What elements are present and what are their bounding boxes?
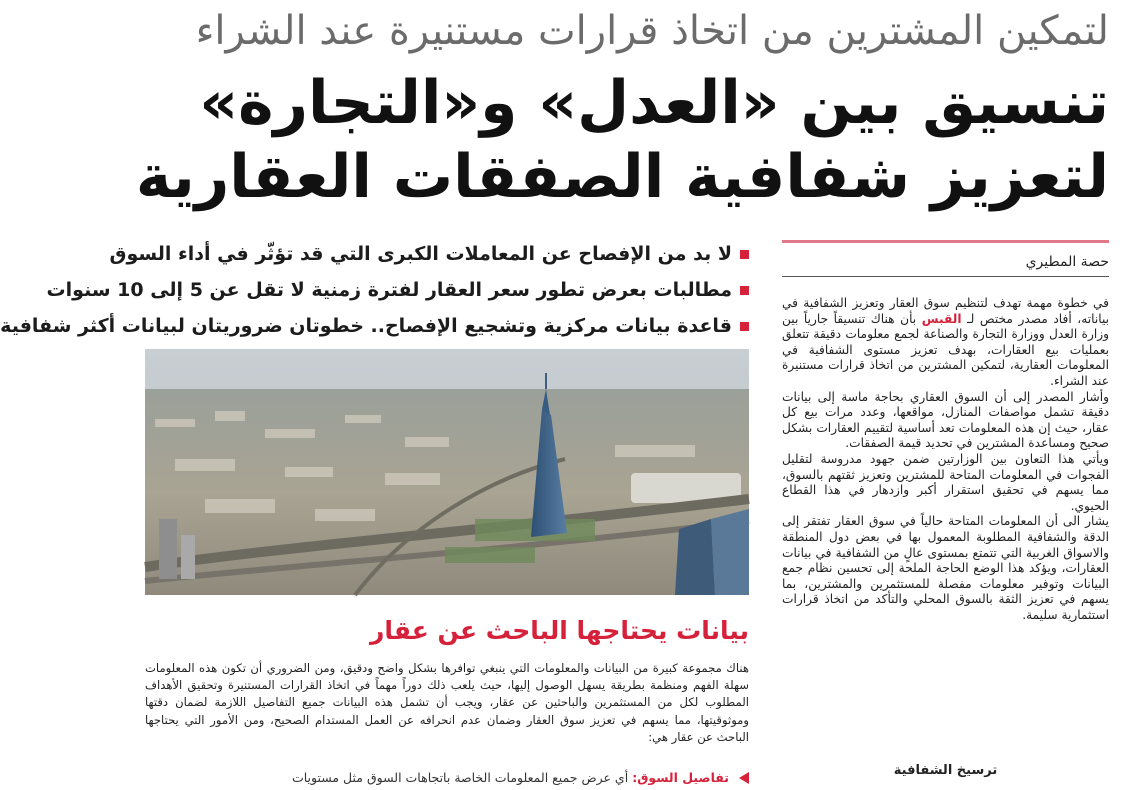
headline-line-1: تنسيق بين «العدل» و«التجارة» <box>199 68 1109 138</box>
bullet-item <box>46 272 749 308</box>
bullet-item <box>109 236 749 272</box>
paragraph-text: في خطوة مهمة تهدف لتنظيم سوق العقار وتعزيز الشفافية في بياناته، أفاد مصدر مختص لـ <box>782 296 1110 326</box>
red-square-icon <box>740 322 749 331</box>
right-paragraph-4: يشار الى أن المعلومات المتاحة حالياً في سوق العقار تفتقر إلى الدقة والشفافية المطلوبة المعمول بها في بعض دول المنطقة والاسواق الغربية التي تتمتع بمستوى عالٍ من الشفافية في بيانات العقارات، ويؤكد هذا الوضع الحاجة الملحة إلى تحسين نظام جمع البيانات وتوفير معلومات مفصلة للمستثمرين والمشترين، بما يسهم في تعزيز الثقة بالسوق المحلي والتأكد من اتخاذ قرارات استثمارية سليمة. <box>782 514 1109 622</box>
right-body-text <box>782 296 1109 623</box>
left-body-text <box>145 660 749 746</box>
red-square-icon <box>740 286 749 295</box>
bullet-text: لا بد من الإفصاح عن المعاملات الكبرى التي قد تؤثّر في أداء السوق <box>109 243 732 265</box>
bullet-text: قاعدة بيانات مركزية وتشجيع الإفصاح.. خطوتان ضروريتان لبيانات أكثر شفافية <box>0 315 732 337</box>
market-details-item <box>145 770 749 785</box>
author-byline: حصة المطيري <box>782 254 1109 277</box>
red-square-icon <box>740 250 749 259</box>
article-headline <box>135 66 1109 214</box>
bullet-text: مطالبات بعرض تطور سعر العقار لفترة زمنية لا تقل عن 5 إلى 10 سنوات <box>46 279 732 301</box>
red-triangle-icon <box>739 772 749 784</box>
section-title: بيانات يحتاجها الباحث عن عقار <box>369 616 749 645</box>
article-kicker: لتمكين المشترين من اتخاذ قرارات مستنيرة عند الشراء <box>195 8 1109 54</box>
column-top-rule <box>782 240 1109 243</box>
newspaper-brand: القبس <box>921 311 962 326</box>
headline-line-2: لتعزيز شفافية الصفقات العقارية <box>135 142 1109 212</box>
detail-text: أي عرض جميع المعلومات الخاصة باتجاهات السوق مثل مستويات <box>291 770 629 785</box>
detail-label: تفاصيل السوق: <box>632 770 729 785</box>
right-paragraph-3: ويأتي هذا التعاون بين الوزارتين ضمن جهود مدروسة لتقليل الفجوات في المعلومات المتاحة للمشترين وتعزيز ثقتهم بالسوق، مما يسهم في تحقيق استقرار أكبر وازدهار في هذا القطاع الحيوي. <box>782 451 1109 513</box>
left-paragraph: هناك مجموعة كبيرة من البيانات والمعلومات التي ينبغي توافرها بشكل واضح ودقيق، ومن الضروري أن تكون هذه المعلومات سهلة الفهم ومنظمة بطريقة يسهل الوصول إليها، حيث يلعب ذلك دوراً مهماً في اتخاذ القرارات المستنيرة وتحقيق الأهداف المطلوب لكل من المستثمرين والباحثين عن عقار، ويجب أن تشمل هذه البيانات جميع التفاصيل اللازمة لضمان دقتها وموثوقيتها، مما يسهم في تعزيز سوق العقار وضمان عدم انحرافه عن العمل المستدام الصحيح، ومن الأمور التي يحتاجها الباحث عن عقار هي: <box>145 661 749 744</box>
paragraph-text: بأن هناك تنسيقاً جارياً بين وزارة العدل ووزارة التجارة والصناعة لجمع معلومات دقيقة تتعلق بعمليات بيع العقارات، بهدف تعزيز مستوى الشفافية في المعلومات العقارية، لتمكين المشترين من اتخاذ قرارات مستنيرة عند الشراء. <box>782 311 1109 388</box>
bullet-item <box>0 308 749 344</box>
closing-subhead: ترسيخ الشفافية <box>893 763 998 778</box>
right-paragraph-2: وأشار المصدر إلى أن السوق العقاري بحاجة ماسة إلى بيانات دقيقة تشمل مواصفات المنازل، مواقعها، وعدد مرات بيع كل عقار، حيث إن هذه المعلومات تعد أساسية لتقييم العقارات بشكل صحيح ومساعدة المشترين في تحديد قيمة الصفقات. <box>782 389 1109 451</box>
city-skyline-photo <box>145 349 749 595</box>
right-paragraph-1 <box>782 296 1109 390</box>
skyline-illustration <box>145 349 749 595</box>
highlight-bullets <box>0 236 749 344</box>
